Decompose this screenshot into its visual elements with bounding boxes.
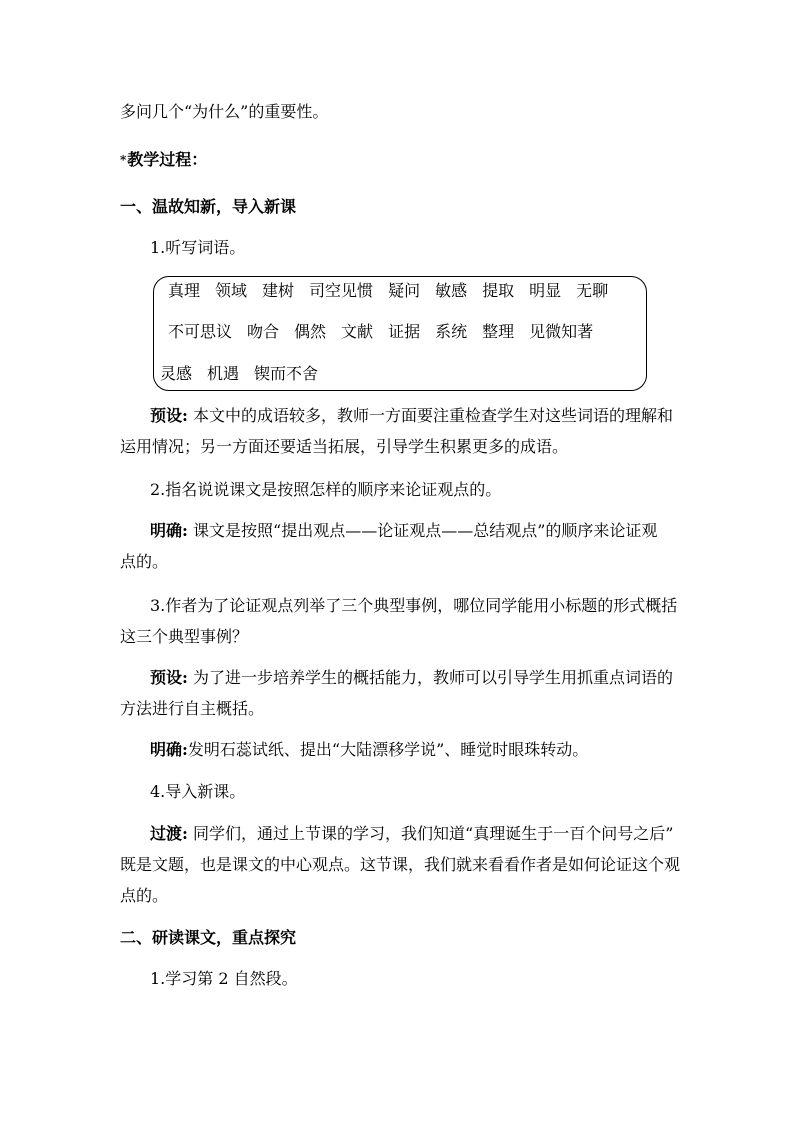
vocab-word: 系统 — [435, 322, 468, 341]
item3-line1: 3.作者为了论证观点列举了三个典型事例，哪位同学能用小标题的形式概括 — [150, 596, 678, 615]
teaching-process-heading — [120, 150, 207, 170]
vocab-word: 疑问 — [388, 281, 421, 300]
vocab-word: 偶然 — [294, 322, 327, 341]
transition-line1 — [150, 824, 673, 844]
vocab-word: 吻合 — [247, 322, 280, 341]
preset2-line2: 方法进行自主概括。 — [120, 699, 265, 718]
vocab-word: 领域 — [215, 281, 248, 300]
transition-text: 同学们，通过上节课的学习，我们知道“真理诞生于一百个问号之后” — [187, 824, 674, 843]
preset2-line1 — [150, 668, 673, 688]
clarify-label: 明确: — [150, 740, 188, 759]
teaching-process-label: 教学过程： — [127, 150, 208, 169]
vocab-word: 整理 — [482, 322, 515, 341]
vocab-word: 灵感 — [160, 364, 193, 383]
vocab-word: 真理 — [168, 281, 201, 300]
clarify-text: 发明石蕊试纸、提出“大陆漂移学说”、睡觉时眼珠转动。 — [187, 740, 589, 759]
vocab-word: 敏感 — [435, 281, 468, 300]
preset1-line2: 运用情况；另一方面还要适当拓展，引导学生积累更多的成语。 — [120, 437, 569, 456]
vocab-word: 不可思议 — [168, 322, 233, 341]
preset1-line1 — [150, 406, 673, 426]
vocab-word: 机遇 — [207, 364, 240, 383]
section1-title: 一、温故知新，导入新课 — [120, 197, 297, 216]
vocab-word: 文献 — [341, 322, 374, 341]
vocab-word: 司空见惯 — [309, 281, 374, 300]
clarify1-line2: 点的。 — [120, 552, 169, 571]
vocab-row-1 — [168, 281, 623, 301]
section2-title: 二、研读课文，重点探究 — [120, 928, 297, 947]
item2-text: 2.指名说说课文是按照怎样的顺序来论证观点的。 — [150, 480, 502, 499]
item4-text: 4.导入新课。 — [150, 782, 246, 801]
clarify2-line — [150, 740, 588, 760]
item1-text: 1.听写词语。 — [150, 238, 246, 257]
clarify1-line1 — [150, 521, 657, 541]
vocab-word: 提取 — [482, 281, 515, 300]
vocab-word: 无聊 — [576, 281, 609, 300]
transition-line3: 点的。 — [120, 886, 169, 905]
clarify-text: 课文是按照“提出观点——论证观点——总结观点”的顺序来论证观 — [187, 521, 658, 540]
vocab-row-2 — [168, 322, 608, 342]
preset-text: 本文中的成语较多，教师一方面要注重检查学生对这些词语的理解和 — [187, 406, 674, 425]
preset-label: 预设: — [150, 406, 188, 425]
item3-line2: 这三个典型事例？ — [120, 627, 249, 646]
clarify-label: 明确: — [150, 521, 188, 540]
star-mark: * — [120, 153, 127, 167]
transition-label: 过渡: — [150, 824, 188, 843]
vocab-word: 建树 — [262, 281, 295, 300]
preset-label: 预设: — [150, 668, 188, 687]
vocab-word: 锲而不舍 — [254, 364, 319, 383]
vocab-word: 见微知著 — [529, 322, 594, 341]
intro-text: 多问几个“为什么”的重要性。 — [120, 102, 329, 121]
vocab-row-3 — [160, 364, 333, 384]
vocab-word: 证据 — [388, 322, 421, 341]
item5-text: 1.学习第 2 自然段。 — [150, 969, 298, 988]
transition-line2: 既是文题，也是课文的中心观点。这节课，我们就来看看作者是如何论证这个观 — [120, 855, 681, 874]
vocab-word: 明显 — [529, 281, 562, 300]
preset-text: 为了进一步培养学生的概括能力，教师可以引导学生用抓重点词语的 — [187, 668, 674, 687]
